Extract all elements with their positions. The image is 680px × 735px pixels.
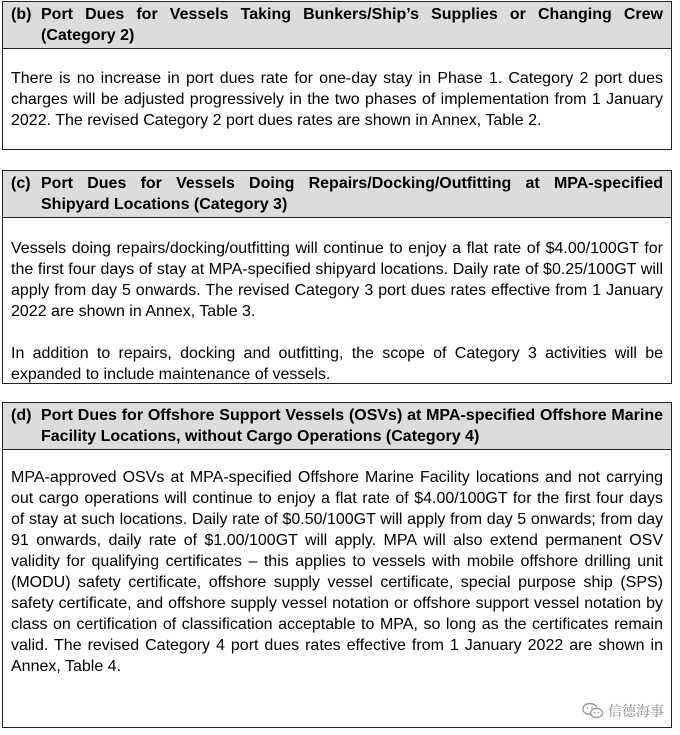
section-b-box <box>2 1 672 150</box>
section-c-body <box>3 238 671 385</box>
section-c-paragraph-1: Vessels doing repairs/docking/outfitting will continue to enjoy a flat rate of $4.00/100GT for the first four days of stay at MPA-specified shipyard locations. Daily rate of $0.25/100GT will apply from day 5 onwards. The revised Category 3 port dues rates effective from 1 January 2022 are shown in Annex, Table 3. <box>11 240 663 320</box>
section-d-letter: (d) <box>11 407 32 424</box>
section-d-paragraph-1: MPA-approved OSVs at MPA-specified Offshore Marine Facility locations and not carrying out cargo operations will continue to enjoy a flat rate of $4.00/100GT for the first four days of stay at such locations. Daily rate of $0.50/100GT will apply from day 5 onwards; from day 91 onwards, daily rate of $1.00/100GT will apply. MPA will also extend permanent OSV validity for qualifying certificates – this applies to vessels with mobile offshore drilling unit (MODU) safety certificate, offshore supply vessel certificate, special purpose ship (SPS) safety certificate, and offshore supply vessel notation or offshore support vessel notation by class on certification of classification acceptable to MPA, so long as the certificates remain valid. The revised Category 4 port dues rates effective from 1 January 2022 are shown in Annex, Table 4. <box>11 469 663 675</box>
watermark-text: 信德海事 <box>608 704 664 720</box>
watermark <box>582 701 664 721</box>
section-b-heading <box>3 2 671 49</box>
section-b-paragraph-1: There is no increase in port dues rate for one-day stay in Phase 1. Category 2 port dues charges will be adjusted progressively in the two phases of implementation from 1 January 2022. The revised Category 2 port dues rates are shown in Annex, Table 2. <box>11 70 663 129</box>
section-d-body <box>3 467 671 677</box>
section-d-heading <box>3 403 671 450</box>
section-b-body <box>3 68 671 131</box>
section-c-letter: (c) <box>11 175 31 192</box>
section-c-box <box>2 170 672 384</box>
section-b-letter: (b) <box>11 6 32 23</box>
section-c-paragraph-2: In addition to repairs, docking and outfitting, the scope of Category 3 activities will be expanded to include maintenance of vessels. <box>11 345 663 383</box>
section-c-title: Port Dues for Vessels Doing Repairs/Docking/Outfitting at MPA-specified Shipyard Locations (Category 3) <box>41 175 663 213</box>
section-b-title: Port Dues for Vessels Taking Bunkers/Ship’s Supplies or Changing Crew (Category 2) <box>41 6 663 44</box>
section-c-heading <box>3 171 671 218</box>
section-d-title: Port Dues for Offshore Support Vessels (OSVs) at MPA-specified Offshore Marine Facility Locations, without Cargo Operations (Category 4) <box>41 407 663 445</box>
section-d-box <box>2 402 672 728</box>
wechat-icon <box>582 702 604 720</box>
